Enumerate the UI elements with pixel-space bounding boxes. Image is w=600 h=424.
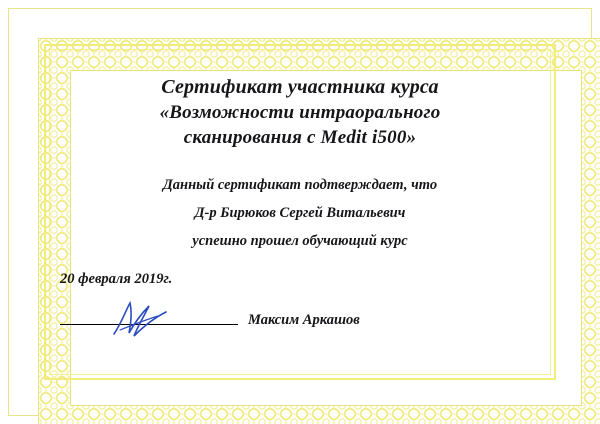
certificate-completion-text: успешно прошел обучающий курс	[192, 233, 408, 250]
handwritten-signature-icon	[108, 300, 178, 338]
certificate-title-line-2: «Возможности интраорального	[159, 102, 441, 124]
certificate-title	[56, 74, 544, 151]
certificate-content	[56, 56, 544, 368]
certificate-statement: Данный сертификат подтверждает, что	[162, 176, 438, 193]
certificate-signer-name: Максим Аркашов	[248, 312, 360, 329]
certificate-title-line-3: сканирования с Medit i500»	[183, 127, 417, 149]
certificate-title-line-1: Сертификат участника курса	[161, 76, 439, 98]
certificate-date: 20 февраля 2019г.	[60, 271, 173, 288]
certificate-recipient-name: Д-р Бирюков Сергей Витальевич	[194, 204, 406, 221]
certificate-body	[56, 171, 544, 256]
certificate-signature-row	[60, 308, 544, 329]
signature-line	[60, 323, 238, 325]
